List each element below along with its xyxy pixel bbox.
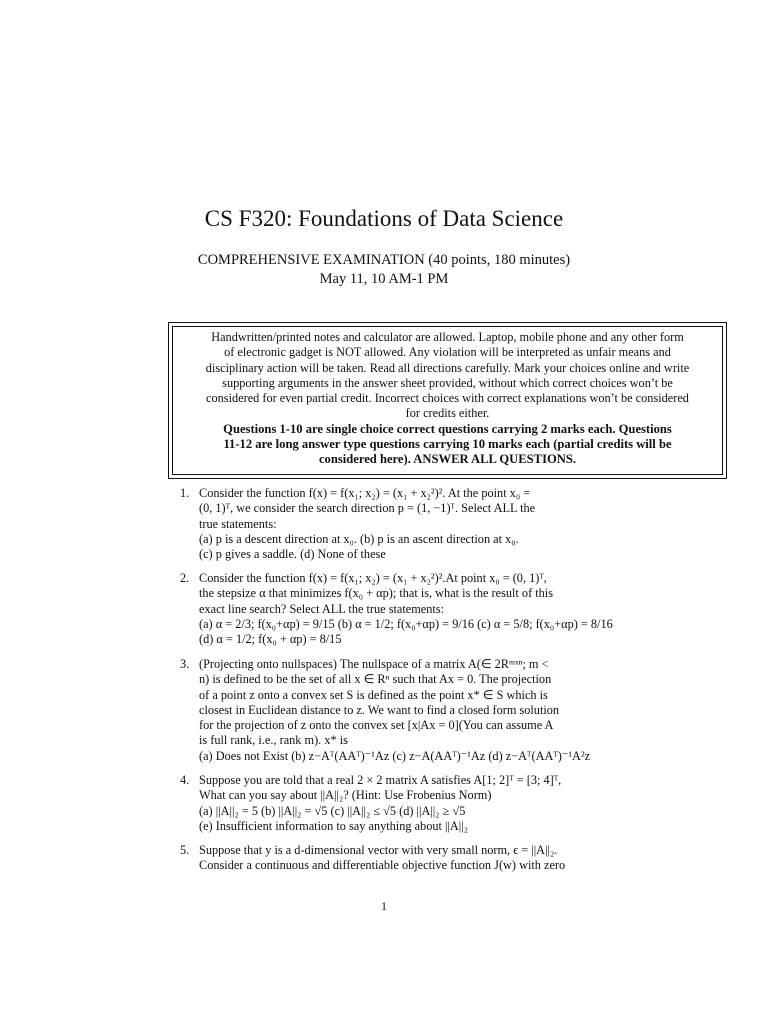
question-number: 1. <box>180 486 190 500</box>
question-line: Suppose you are told that a real 2 × 2 matrix A satisfies A[1; 2]ᵀ = [3; 4]ᵀ, <box>199 773 562 787</box>
instruction-line: of electronic gadget is NOT allowed. Any violation will be interpreted as unfair means and <box>224 345 671 360</box>
instruction-bold-line: 11-12 are long answer type questions carrying 10 marks each (partial credits will be <box>223 437 672 452</box>
question-line: Consider a continuous and differentiable objective function J(w) with zero <box>199 858 566 873</box>
question-line: n) is defined to be the set of all x ∈ Rⁿ such that Ax = 0. The projection <box>199 672 552 687</box>
instruction-line: disciplinary action will be taken. Read all directions carefully. Mark your choices online and write <box>205 360 690 375</box>
instruction-line: Handwritten/printed notes and calculator are allowed. Laptop, mobile phone and any other form <box>211 330 684 344</box>
question-line: Suppose that y is a d-dimensional vector with very small norm, ϵ = ||A||₂. <box>199 843 558 857</box>
question-option-line: (d) α = 1/2; f(x₀ + αp) = 8/15 <box>199 632 342 647</box>
question-4 <box>180 773 600 834</box>
question-number: 3. <box>180 657 190 671</box>
question-line: for the projection of z onto the convex set [x|Ax = 0](You can assume A <box>199 718 554 733</box>
question-line: closest in Euclidean distance to z. We want to find a closed form solution <box>199 702 560 717</box>
exam-subtitle <box>0 251 768 289</box>
exam-date: May 11, 10 AM-1 PM <box>319 271 449 287</box>
question-number: 2. <box>180 571 190 585</box>
question-number: 5. <box>180 843 190 857</box>
question-5 <box>180 843 600 874</box>
instruction-bold-line: considered here). ANSWER ALL QUESTIONS. <box>318 452 577 467</box>
question-line: exact line search? Select ALL the true statements: <box>199 601 445 616</box>
page-number: 1 <box>381 899 387 913</box>
question-number: 4. <box>180 773 190 787</box>
question-3 <box>180 657 600 764</box>
question-line: the stepsize α that minimizes f(x₀ + αp); that is, what is the result of this <box>199 586 554 601</box>
question-option-line: (a) ||A||₂ = 5 (b) ||A||₂ = √5 (c) ||A||₂ ≤ √5 (d) ||A||₂ ≥ √5 <box>199 803 466 818</box>
question-line: true statements: <box>199 516 277 531</box>
instruction-bold-line: Questions 1-10 are single choice correct questions carrying 2 marks each. Questions <box>223 421 672 436</box>
question-line: Consider the function f(x) = f(x₁; x₂) = (x₁ + x₂²)². At the point x₀ = <box>199 486 531 500</box>
question-option-line: (c) p gives a saddle. (d) None of these <box>199 547 386 562</box>
question-option-line: (e) Insufficient information to say anything about ||A||₂ <box>199 818 469 833</box>
instruction-line: supporting arguments in the answer sheet provided, without which correct choices won’t be <box>222 375 673 390</box>
question-1 <box>180 486 600 562</box>
instructions-box-inner <box>172 326 723 475</box>
exam-title: CS F320: Foundations of Data Science <box>204 206 564 231</box>
question-line: What can you say about ||A||₂? (Hint: Use Frobenius Norm) <box>199 788 492 803</box>
question-line: (Projecting onto nullspaces) The nullspace of a matrix A(∈ 2Rᵐˣⁿ; m < <box>199 657 549 671</box>
instructions-box <box>168 322 727 479</box>
question-line: is full rank, i.e., rank m). x* is <box>199 733 348 748</box>
question-line: of a point z onto a convex set S is defined as the point x* ∈ S which is <box>199 687 548 702</box>
question-line: (0, 1)ᵀ, we consider the search direction p = (1, −1)ᵀ. Select ALL the <box>199 501 536 516</box>
question-option-line: (a) p is a descent direction at x₀. (b) p is an ascent direction at x₀. <box>199 531 519 546</box>
instruction-line: considered for even partial credit. Incorrect choices with correct explanations won’t be considered <box>206 391 689 406</box>
exam-details: COMPREHENSIVE EXAMINATION (40 points, 180 minutes) <box>197 252 571 268</box>
instruction-line: for credits either. <box>405 406 490 421</box>
question-2 <box>180 571 613 647</box>
question-line: Consider the function f(x) = f(x₁; x₂) = (x₁ + x₂²)².At point x₀ = (0, 1)ᵀ, <box>199 571 547 585</box>
question-option-line: (a) α = 2/3; f(x₀+αp) = 9/15 (b) α = 1/2; f(x₀+αp) = 9/16 (c) α = 5/8; f(x₀+αp) = 8/16 <box>199 616 613 631</box>
question-option-line: (a) Does not Exist (b) z−Aᵀ(AAᵀ)⁻¹Az (c) z−A(AAᵀ)⁻¹Az (d) z−Aᵀ(AAᵀ)⁻¹A²z <box>199 748 591 763</box>
